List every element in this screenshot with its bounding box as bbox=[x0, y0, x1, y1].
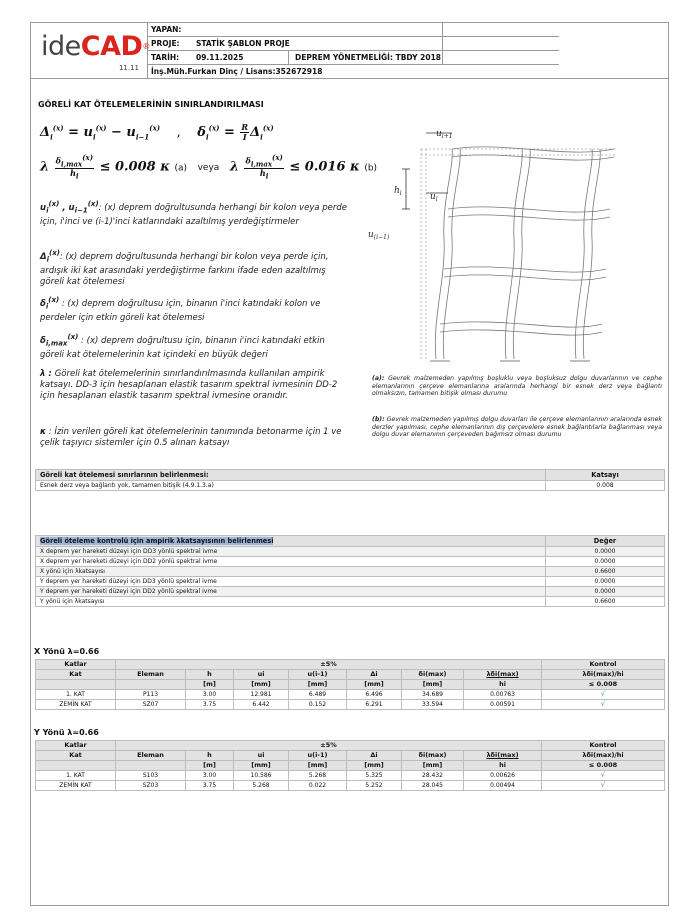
cell-dimax: 28.432 bbox=[402, 771, 464, 781]
cell-kat: ZEMİN KAT bbox=[36, 700, 116, 710]
unit-hi: hi bbox=[464, 761, 542, 771]
definition-delta-imax: $\delta_{i,max}^{(x)}$ : (x) deprem doğrultusu için, binanın i'inci katındaki etkin göreli kat ötelemelerinin kat içindeki en büyük değeri bbox=[40, 333, 325, 360]
table-row bbox=[36, 557, 665, 567]
col-ui1: u(i-1) bbox=[289, 670, 347, 680]
col-di: Δi bbox=[347, 751, 402, 761]
col-lam: λδi(max) bbox=[486, 670, 519, 678]
label-ui: u bbox=[430, 192, 436, 202]
svg-text:ui bbox=[430, 192, 438, 203]
cell-ratio: 0.00763 bbox=[464, 690, 542, 700]
table-row bbox=[36, 547, 665, 557]
definition-delta: $\Delta_i^{(x)}$: (x) deprem doğrultusunda herhangi bir kolon veya perde için, ardışık iki kat arasındaki yerdeğiştirme farkını ifade eden azaltılmış göreli kat ötelemesi bbox=[40, 249, 329, 287]
lambda-row-label: Y deprem yer hareketi düzeyi için DD2 yönlü spektral ivme bbox=[36, 587, 546, 597]
x-drift-table bbox=[35, 659, 665, 710]
col-kontrol-ratio: λδi(max)/hi bbox=[542, 751, 665, 761]
limit-a-value: ≤ 0.008 κ bbox=[99, 159, 170, 175]
cell-dimax: 33.594 bbox=[402, 700, 464, 710]
limit-a-label: (a) bbox=[174, 163, 188, 174]
limit-formula: λ $\frac{\delta_{i,max}^{(x)}}{h_i}$ ≤ 0.008 κ (a) veya λ $\frac{\delta_{i,max}^{(x)}}{h_i}$ ≤ 0.016 κ (b) bbox=[40, 153, 378, 181]
lambda-row-value: 0.6600 bbox=[546, 567, 665, 577]
cell-ui1: 6.489 bbox=[289, 690, 347, 700]
col-ui: ui bbox=[234, 751, 289, 761]
limit-value: ≤ 0.008 bbox=[542, 761, 665, 771]
lambda-row-value: 0.6600 bbox=[546, 597, 665, 607]
unit-mm-di: [mm] bbox=[347, 680, 402, 690]
label-ui-sub: i bbox=[435, 196, 438, 203]
definition-delta-text: : (x) deprem doğrultusunda herhangi bir kolon veya perde için, ardışık iki kat arasındaki yerdeğiştirme farkını ifade eden azaltılmış göreli kat ötelemesi bbox=[40, 251, 329, 287]
limit-b-label: (b) bbox=[364, 163, 378, 174]
col-dimax: δi(max) bbox=[402, 670, 464, 680]
unit-hi: hi bbox=[464, 680, 542, 690]
label-u-top-sub: i+1 bbox=[441, 133, 453, 140]
cell-ratio: 0.00626 bbox=[464, 771, 542, 781]
tarih-value: 09.11.2025 bbox=[196, 53, 244, 62]
col-kontrol: Kontrol bbox=[542, 741, 665, 751]
logo-text-ide: ide bbox=[41, 31, 81, 62]
engineer-value: İnş.Müh.Furkan Dinç / Lisans:352672918 bbox=[151, 67, 323, 76]
cell-ui: 12.981 bbox=[234, 690, 289, 700]
cell-kat: 1. KAT bbox=[36, 771, 116, 781]
lambda-table-title: Göreli öteleme kontrolü için ampirik λkatsayısının belirlenmesi bbox=[40, 536, 274, 545]
col-pm5: ±5% bbox=[116, 741, 542, 751]
cell-di: 6.291 bbox=[347, 700, 402, 710]
header-yonetmelik bbox=[289, 51, 442, 65]
col-ui1: u(i-1) bbox=[289, 751, 347, 761]
tarih-label: TARİH: bbox=[151, 53, 180, 62]
table-row bbox=[36, 587, 665, 597]
cell-ratio: 0.00494 bbox=[464, 781, 542, 791]
definition-lambda-text: Göreli kat ötelemelerinin sınırlandırılmasında kullanılan ampirik katsayı. DD-3 için hesaplanan elastik tasarım spektral ivmesinin DD-2 için hesaplanan elastik tasarım spektral ivmesine oranıdır. bbox=[40, 369, 338, 401]
label-ui1: u bbox=[368, 230, 374, 240]
cell-h: 3.75 bbox=[186, 781, 234, 791]
table-row bbox=[36, 690, 665, 700]
table-row bbox=[36, 700, 665, 710]
limit-table-col-katsayi: Katsayı bbox=[546, 470, 665, 481]
cell-ui: 5.268 bbox=[234, 781, 289, 791]
col-kontrol-ratio: λδi(max)/hi bbox=[542, 670, 665, 680]
label-u-top: u bbox=[436, 129, 442, 139]
drift-formula: $\Delta_i^{(x)} = u_i^{(x)} - u_{i-1}^{(x)}$ , $\delta_i^{(x)}$ = $\frac{R}{I}$ $\Delta_i^{(x)}$ bbox=[40, 122, 274, 142]
limit-value: ≤ 0.008 bbox=[542, 680, 665, 690]
col-katlar: Katlar bbox=[36, 741, 116, 751]
note-b-text: Gevrek malzemeden yapılmış dolgu duvarları ile çerçeve elemanlarının aralarında esnek derzler yapılması, cephe elemanlarının dış çerçevelere esnek bağlantılarla bağlanması veya dolgu duvar elemanının çerçeveden bağımsız olması durumu bbox=[372, 416, 662, 438]
report-page bbox=[30, 22, 669, 906]
header-row-engineer bbox=[148, 65, 559, 79]
limit-b-value: ≤ 0.016 κ bbox=[289, 159, 360, 175]
cell-di: 6.496 bbox=[347, 690, 402, 700]
col-h: h bbox=[186, 670, 234, 680]
limit-table bbox=[35, 469, 665, 491]
cell-ratio: 0.00591 bbox=[464, 700, 542, 710]
definition-u-text: : (x) deprem doğrultusunda herhangi bir kolon veya perde için, i'inci ve (i-1)'inci katlarındaki azaltılmış yerdeğiştirmeler bbox=[40, 202, 348, 227]
table-row bbox=[36, 567, 665, 577]
unit-mm-ui1: [mm] bbox=[289, 761, 347, 771]
limit-table-title: Göreli kat ötelemesi sınırlarının belirlenmesi: bbox=[36, 470, 546, 481]
col-kontrol: Kontrol bbox=[542, 660, 665, 670]
lambda-row-value: 0.0000 bbox=[546, 547, 665, 557]
x-direction-title: X Yönü λ=0.66 bbox=[34, 647, 100, 656]
report-header bbox=[31, 23, 668, 79]
logo-version: 11.11 bbox=[118, 64, 139, 72]
table-row bbox=[36, 781, 665, 791]
col-eleman: Eleman bbox=[116, 751, 186, 761]
y-drift-table bbox=[35, 740, 665, 791]
logo-registered-mark: ® bbox=[142, 42, 150, 51]
cell-eleman: P113 bbox=[116, 690, 186, 700]
table-row bbox=[36, 577, 665, 587]
cell-ui1: 0.022 bbox=[289, 781, 347, 791]
proje-label: PROJE: bbox=[151, 39, 180, 48]
lambda-row-value: 0.0000 bbox=[546, 577, 665, 587]
label-ui1-sub: (i−1) bbox=[373, 234, 390, 241]
cell-eleman: SZ03 bbox=[116, 781, 186, 791]
frame-drift-diagram bbox=[366, 119, 656, 373]
unit-m: [m] bbox=[186, 761, 234, 771]
cell-di: 5.252 bbox=[347, 781, 402, 791]
cell-kat: ZEMİN KAT bbox=[36, 781, 116, 791]
label-h: h bbox=[394, 186, 400, 196]
table-row bbox=[36, 597, 665, 607]
cell-ui1: 5.268 bbox=[289, 771, 347, 781]
cell-dimax: 34.689 bbox=[402, 690, 464, 700]
definition-kappa-text: : İzin verilen göreli kat ötelemelerinin tanımında betonarme için 1 ve çelik taşıyıcı sistemler için 0.5 alınan katsayı bbox=[40, 427, 342, 448]
lambda-table-col-deger: Değer bbox=[546, 536, 665, 547]
cell-ui1: 0.152 bbox=[289, 700, 347, 710]
section-title: GÖRELİ KAT ÖTELEMELERİNİN SINIRLANDIRILMASI bbox=[38, 100, 264, 109]
unit-mm-dimax: [mm] bbox=[402, 680, 464, 690]
lambda-row-label: Y deprem yer hareketi düzeyi için DD3 yönlü spektral ivme bbox=[36, 577, 546, 587]
definition-delta-imax-text: : (x) deprem doğrultusu için, binanın i'inci katındaki etkin göreli kat ötelemelerinin kat içindeki en büyük değeri bbox=[40, 335, 325, 360]
col-pm5: ±5% bbox=[116, 660, 542, 670]
col-kat: Kat bbox=[36, 670, 116, 680]
lambda-table-header bbox=[36, 536, 665, 547]
col-h: h bbox=[186, 751, 234, 761]
col-lam: λδi(max) bbox=[486, 751, 519, 759]
cell-eleman: S103 bbox=[116, 771, 186, 781]
unit-m: [m] bbox=[186, 680, 234, 690]
unit-mm-ui: [mm] bbox=[234, 761, 289, 771]
table-row bbox=[36, 771, 665, 781]
col-ui: ui bbox=[234, 670, 289, 680]
veya-text: veya bbox=[197, 163, 220, 174]
figure-note-b bbox=[372, 416, 662, 439]
definition-delta-i-text: : (x) deprem doğrultusu için, binanın i'inci katındaki kolon ve perdeler için etkin göreli kat ötelemesi bbox=[40, 298, 321, 323]
col-katlar: Katlar bbox=[36, 660, 116, 670]
logo-text-cad: CAD bbox=[80, 31, 143, 62]
header-right-box bbox=[442, 23, 559, 65]
cell-di: 5.325 bbox=[347, 771, 402, 781]
col-eleman: Eleman bbox=[116, 670, 186, 680]
lambda-table bbox=[35, 535, 665, 607]
note-a-text: Gevrek malzemeden yapılmış boşluklu veya boşluksuz dolgu duvarlarının ve cephe elemanlarının çerçeve elemanlarına aralarında herhangi bir esnek derz veya bağlantı olmaksızın, tamamen bitişik olması durumu bbox=[372, 375, 662, 397]
col-di: Δi bbox=[347, 670, 402, 680]
cell-ok: √ bbox=[542, 771, 665, 781]
limit-row-label: Esnek derz veya bağlantı yok, tamamen bitişik (4.9.1.3.a) bbox=[36, 481, 546, 491]
lambda-row-label: X deprem yer hareketi düzeyi için DD2 yönlü spektral ivme bbox=[36, 557, 546, 567]
cell-ui: 10.586 bbox=[234, 771, 289, 781]
lambda-row-value: 0.0000 bbox=[546, 587, 665, 597]
lambda-row-value: 0.0000 bbox=[546, 557, 665, 567]
cell-ok: √ bbox=[542, 781, 665, 791]
unit-mm-dimax: [mm] bbox=[402, 761, 464, 771]
unit-mm-di: [mm] bbox=[347, 761, 402, 771]
yonetmelik-value: DEPREM YÖNETMELİĞİ: TBDY 2018 bbox=[295, 53, 442, 62]
label-h-sub: i bbox=[399, 190, 402, 197]
cell-ok: √ bbox=[542, 690, 665, 700]
lambda-row-label: X deprem yer hareketi düzeyi için DD3 yönlü spektral ivme bbox=[36, 547, 546, 557]
svg-text:u(i−1) bbox=[368, 230, 390, 241]
svg-text:ui+1 bbox=[436, 129, 453, 140]
cell-ui: 6.442 bbox=[234, 700, 289, 710]
cell-h: 3.00 bbox=[186, 771, 234, 781]
note-b-label: (b): bbox=[372, 416, 385, 423]
cell-h: 3.00 bbox=[186, 690, 234, 700]
col-kat: Kat bbox=[36, 751, 116, 761]
definition-delta-i: $\delta_i^{(x)}$ : (x) deprem doğrultusu için, binanın i'inci katındaki kolon ve perdeler için etkin göreli kat ötelemesi bbox=[40, 296, 321, 323]
cell-kat: 1. KAT bbox=[36, 690, 116, 700]
cell-h: 3.75 bbox=[186, 700, 234, 710]
cell-eleman: SZ07 bbox=[116, 700, 186, 710]
definition-kappa: κ : İzin verilen göreli kat ötelemelerinin tanımında betonarme için 1 ve çelik taşıyıcı sistemler için 0.5 alınan katsayı bbox=[40, 427, 342, 448]
y-direction-title: Y Yönü λ=0.66 bbox=[34, 728, 99, 737]
unit-mm-ui1: [mm] bbox=[289, 680, 347, 690]
unit-mm-ui: [mm] bbox=[234, 680, 289, 690]
definition-lambda: λ : Göreli kat ötelemelerinin sınırlandırılmasında kullanılan ampirik katsayı. DD-3 için hesaplanan elastik tasarım spektral ivmesinin DD-2 için hesaplanan elastik tasarım spektral ivmesine oranıdır. bbox=[40, 369, 338, 401]
svg-text:hi bbox=[394, 186, 402, 197]
cell-dimax: 28.045 bbox=[402, 781, 464, 791]
figure-note-a bbox=[372, 375, 662, 398]
note-a-label: (a): bbox=[372, 375, 385, 382]
idecad-logo bbox=[41, 33, 150, 61]
limit-row-value: 0.008 bbox=[546, 481, 665, 491]
limit-table-header bbox=[36, 470, 665, 481]
definition-u: $u_i^{(x)}$ , $u_{i-1}^{(x)}$: (x) deprem doğrultusunda herhangi bir kolon veya perde için, i'inci ve (i-1)'inci katlarındaki azaltılmış yerdeğiştirmeler bbox=[40, 200, 348, 227]
proje-value: STATİK ŞABLON PROJE bbox=[196, 39, 290, 48]
col-dimax: δi(max) bbox=[402, 751, 464, 761]
lambda-row-label: Y yönü için λkatsayısı bbox=[36, 597, 546, 607]
lambda-row-label: X yönü için λkatsayısı bbox=[36, 567, 546, 577]
yapan-label: YAPAN: bbox=[151, 25, 182, 34]
cell-ok: √ bbox=[542, 700, 665, 710]
logo-box bbox=[31, 23, 148, 79]
table-row bbox=[36, 481, 665, 491]
